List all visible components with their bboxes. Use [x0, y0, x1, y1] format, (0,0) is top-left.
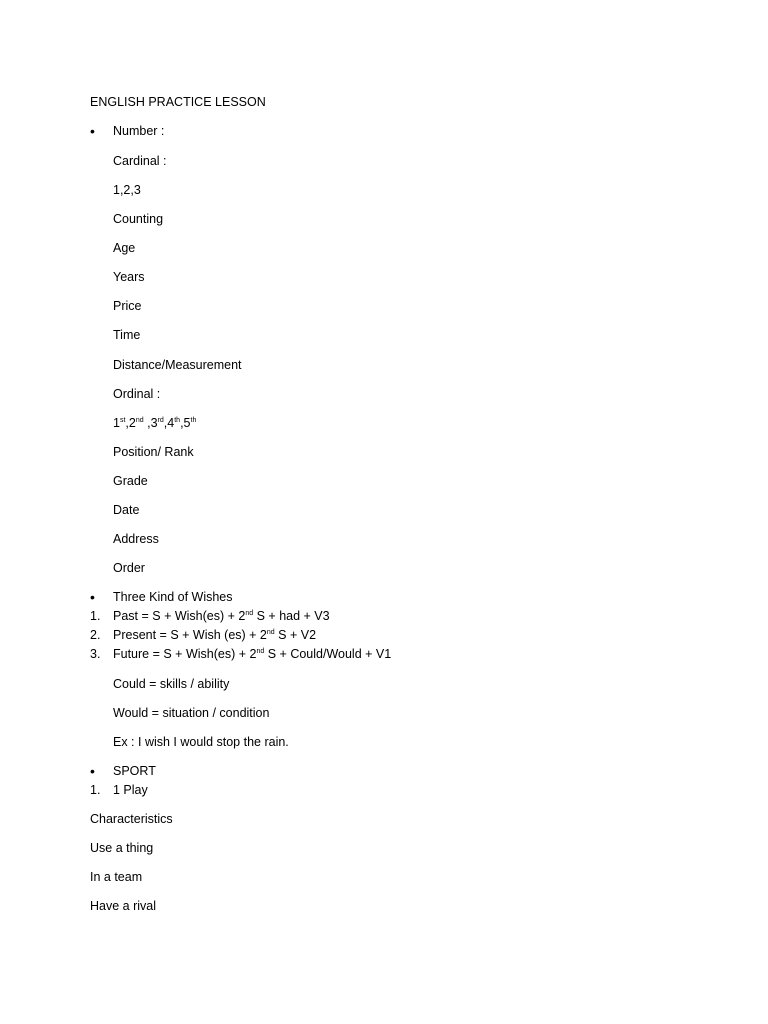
list-number: 1. [90, 783, 101, 797]
ordinal-use: Order [113, 561, 145, 575]
ordinal-example: 1st,2nd ,3rd,4th,5th [113, 416, 197, 430]
number-heading: Number : [113, 124, 165, 138]
wish-item: Past = S + Wish(es) + 2nd S + had + V3 [113, 609, 330, 623]
sport-line: In a team [90, 870, 143, 884]
sport-item: 1 Play [113, 783, 148, 797]
bullet-marker: • [90, 589, 95, 605]
wish-example: Ex : I wish I would stop the rain. [113, 735, 289, 749]
list-number: 2. [90, 628, 101, 642]
cardinal-use: Price [113, 299, 142, 313]
wish-item: Future = S + Wish(es) + 2nd S + Could/Would + V1 [113, 647, 392, 661]
ordinal-label: Ordinal : [113, 387, 161, 401]
bullet-marker: • [90, 123, 95, 139]
list-number: 1. [90, 609, 101, 623]
wish-item: Present = S + Wish (es) + 2nd S + V2 [113, 628, 317, 642]
cardinal-use: Counting [113, 212, 164, 226]
cardinal-use: Years [113, 270, 145, 284]
ordinal-use: Address [113, 532, 159, 546]
sport-heading: SPORT [113, 764, 156, 778]
cardinal-use: Time [113, 328, 141, 342]
cardinal-use: Age [113, 241, 136, 255]
list-number: 3. [90, 647, 101, 661]
sport-line: Use a thing [90, 841, 154, 855]
cardinal-use: Distance/Measurement [113, 358, 242, 372]
wish-note: Could = skills / ability [113, 677, 230, 691]
sport-line: Have a rival [90, 899, 156, 913]
ordinal-use: Position/ Rank [113, 445, 194, 459]
document-title: ENGLISH PRACTICE LESSON [90, 95, 266, 109]
cardinal-label: Cardinal : [113, 154, 167, 168]
ordinal-use: Date [113, 503, 140, 517]
bullet-marker: • [90, 763, 95, 779]
sport-line: Characteristics [90, 812, 173, 826]
ordinal-use: Grade [113, 474, 148, 488]
wish-note: Would = situation / condition [113, 706, 270, 720]
wishes-heading: Three Kind of Wishes [113, 590, 233, 604]
cardinal-example: 1,2,3 [113, 183, 141, 197]
